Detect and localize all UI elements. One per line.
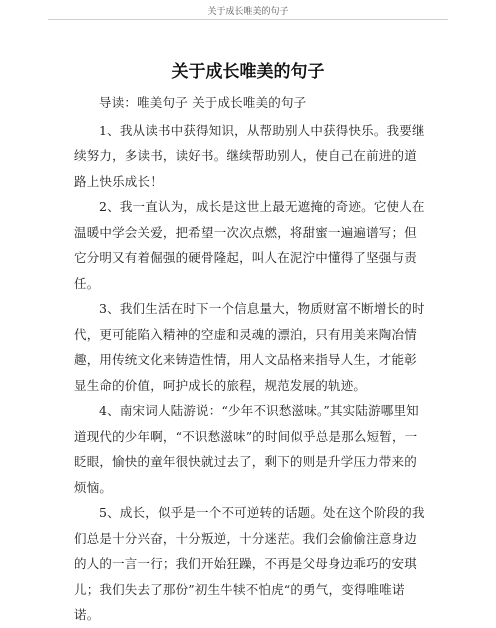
header-divider bbox=[48, 19, 448, 20]
page-title: 关于成长唯美的句子 bbox=[171, 62, 325, 82]
paragraph-3: 3、我们生活在时下一个信息量大，物质财富不断增长的时代，更可能陷入精神的空虚和灵魂的漂泊，只有用美来陶冶情趣，用传统文化来铸造性情，用人文品格来指导人生，才能彰显生命的价值，呵护成长的旅程，规范发展的轨迹。 bbox=[74, 301, 425, 393]
body-text bbox=[74, 90, 426, 628]
lead-line: 导读：唯美句子 关于成长唯美的句子 bbox=[99, 95, 307, 110]
paragraph-1: 1、我从读书中获得知识，从帮助别人中获得快乐。我要继续努力，多读书，读好书。继续帮助别人，使自己在前进的道路上快乐成长！ bbox=[74, 122, 425, 189]
running-header: 关于成长唯美的句子 bbox=[207, 7, 289, 17]
paragraph-5: 5、成长，似乎是一个不可逆转的话题。处在这个阶段的我们总是十分兴奋，十分叛逆，十分迷茫。我们会偷偷注意身边的人的一言一行；我们开始狂躁，不再是父母身边乖巧的安琪儿；我们失去了那份”初生牛犊不怕虎“的勇气，变得唯唯诺诺。 bbox=[74, 505, 425, 622]
paragraph-4: 4、南宋词人陆游说：“少年不识愁滋味。”其实陆游哪里知道现代的少年啊，“不识愁滋味”的时间似乎总是那么短暂，一眨眼，愉快的童年很快就过去了，剩下的则是升学压力带来的烦恼。 bbox=[74, 403, 419, 495]
paragraph-2: 2、我一直认为，成长是这世上最无遮掩的奇迹。它使人在温暖中学会关爱，把希望一次次点燃，将甜蜜一遍遍谱写；但它分明又有着倔强的硬骨隆起，叫人在泥泞中懂得了坚强与责任。 bbox=[74, 199, 425, 291]
